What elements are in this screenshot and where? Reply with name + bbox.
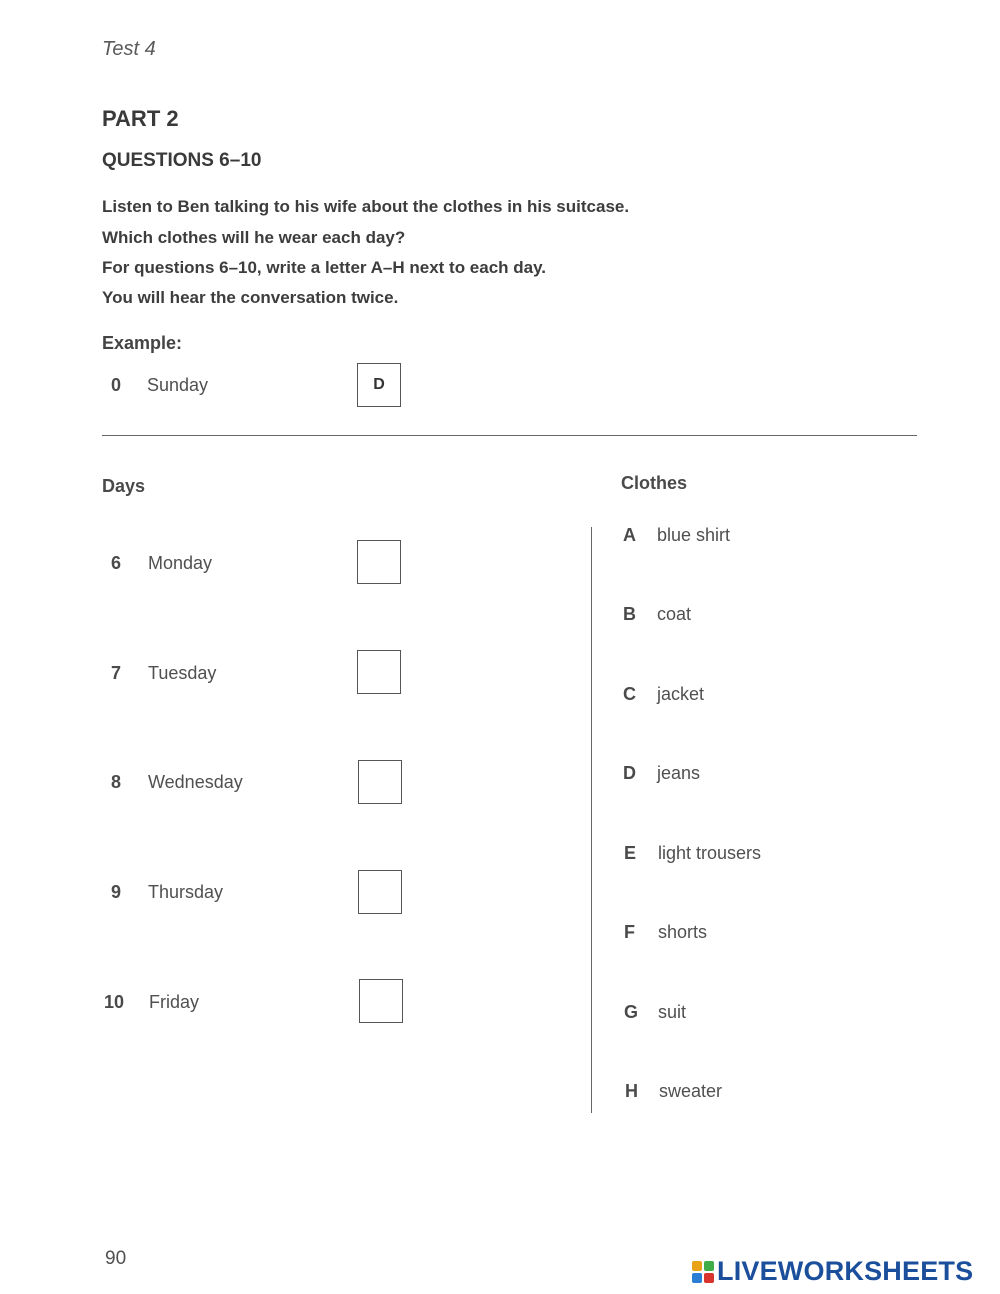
- answer-box-10[interactable]: [359, 979, 403, 1023]
- logo-square: [692, 1273, 702, 1283]
- answer-box-8[interactable]: [358, 760, 402, 804]
- instruction-line: You will hear the conversation twice.: [102, 288, 399, 307]
- clothes-letter: H: [625, 1081, 638, 1101]
- example-label: Example:: [102, 333, 183, 353]
- question-number: 6: [111, 553, 122, 573]
- instruction-line: Which clothes will he wear each day?: [102, 228, 406, 247]
- example-answer-box: D: [357, 363, 401, 407]
- section-divider: [102, 435, 917, 436]
- liveworksheets-logo[interactable]: [692, 1256, 973, 1287]
- clothes-item: jacket: [657, 684, 705, 704]
- answer-box-7[interactable]: [357, 650, 401, 694]
- example-number: 0: [111, 375, 122, 395]
- clothes-item: coat: [657, 604, 692, 624]
- liveworksheets-logo-icon: [692, 1261, 714, 1283]
- day-label: Monday: [148, 553, 213, 573]
- day-label: Friday: [149, 992, 200, 1012]
- answer-box-6[interactable]: [357, 540, 401, 584]
- clothes-item: shorts: [658, 922, 708, 942]
- test-label: Test 4: [102, 38, 156, 60]
- logo-square: [704, 1273, 714, 1283]
- clothes-letter: E: [624, 843, 637, 863]
- question-number: 10: [104, 992, 125, 1012]
- logo-square: [692, 1261, 702, 1271]
- clothes-letter: F: [624, 922, 635, 942]
- instruction-line: Listen to Ben talking to his wife about the clothes in his suitcase.: [102, 197, 630, 216]
- clothes-item: sweater: [659, 1081, 723, 1101]
- column-separator: [591, 527, 592, 1113]
- clothes-letter: A: [623, 525, 636, 545]
- clothes-letter: C: [623, 684, 636, 704]
- question-number: 7: [111, 663, 122, 683]
- questions-title: QUESTIONS 6–10: [102, 150, 262, 171]
- clothes-item: jeans: [657, 763, 701, 783]
- question-number: 8: [111, 772, 122, 792]
- clothes-item: suit: [658, 1002, 687, 1022]
- day-label: Thursday: [148, 882, 224, 902]
- clothes-letter: D: [623, 763, 636, 783]
- day-label: Tuesday: [148, 663, 217, 683]
- question-number: 9: [111, 882, 122, 902]
- page-number: 90: [105, 1248, 127, 1269]
- days-header: Days: [102, 476, 146, 496]
- day-label: Wednesday: [148, 772, 243, 792]
- logo-square: [704, 1261, 714, 1271]
- liveworksheets-logo-text: LIVEWORKSHEETS: [717, 1256, 974, 1286]
- clothes-header: Clothes: [621, 473, 688, 493]
- example-day: Sunday: [147, 375, 209, 395]
- answer-box-9[interactable]: [358, 870, 402, 914]
- clothes-letter: B: [623, 604, 636, 624]
- part-title: PART 2: [102, 106, 179, 131]
- clothes-item: blue shirt: [657, 525, 731, 545]
- clothes-item: light trousers: [658, 843, 762, 863]
- instruction-line: For questions 6–10, write a letter A–H next to each day.: [102, 258, 547, 277]
- clothes-letter: G: [624, 1002, 639, 1022]
